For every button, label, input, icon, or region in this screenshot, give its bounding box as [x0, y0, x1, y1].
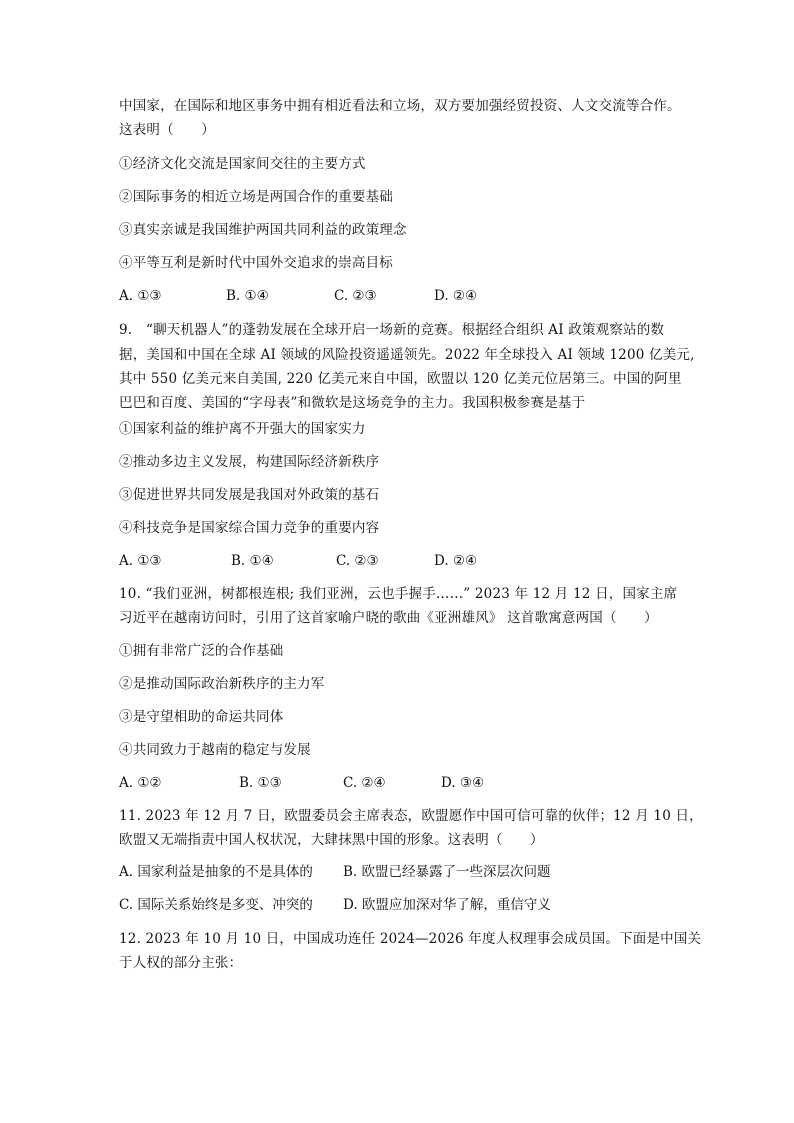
q10-statement-4: ④共同致力于越南的稳定与发展 — [119, 742, 311, 758]
q9-stem-line-3: 其中 550 亿美元来自美国, 220 亿美元来自中国，欧盟以 120 亿美元位居第三。中国的阿里 — [119, 371, 682, 387]
q8-statement-4: ④平等互利是新时代中国外交追求的崇高目标 — [119, 255, 393, 271]
q9-statement-3: ③促进世界共同发展是我国对外政策的基石 — [119, 487, 380, 503]
q10-statement-3: ③是守望相助的命运共同体 — [119, 709, 284, 725]
q9-statement-4: ④科技竞争是国家综合国力竞争的重要内容 — [119, 520, 380, 536]
q8-option-b: B. ①④ — [226, 288, 269, 304]
q8-statement-3: ③真实亲诚是我国维护两国共同利益的政策理念 — [119, 222, 407, 238]
q10-option-b: B. ①③ — [239, 775, 282, 791]
q10-option-d: D. ③④ — [441, 775, 485, 791]
q11-option-d: D. 欧盟应加深对华了解，重信守义 — [343, 897, 551, 913]
q12-stem-line-1: 12. 2023 年 10 月 10 日，中国成功连任 2024—2026 年度人权理事会成员国。下面是中国关 — [119, 931, 702, 947]
q9-stem-line-4: 巴巴和百度、美国的“字母表”和微软是这场竞争的主力。我国积极参赛是基于 — [119, 395, 586, 411]
q8-option-a: A. ①③ — [119, 288, 162, 304]
q9-option-a: A. ①③ — [119, 553, 162, 569]
q8-stem-line-1: 中国家，在国际和地区事务中拥有相近看法和立场，双方要加强经贸投资、人文交流等合作。 — [119, 98, 681, 114]
q10-statement-1: ①拥有非常广泛的合作基础 — [119, 643, 284, 659]
q8-stem-line-2: 这表明（ ） — [119, 122, 215, 138]
q9-statement-1: ①国家利益的维护离不开强大的国家实力 — [119, 421, 366, 437]
q8-statement-1: ①经济文化交流是国家间交往的主要方式 — [119, 156, 366, 172]
q9-option-c: C. ②③ — [336, 553, 379, 569]
q10-stem-line-1: 10. “我们亚洲，树都根连根; 我们亚洲，云也手握手……” 2023 年 12 月 12 日，国家主席 — [119, 586, 678, 602]
q11-option-c: C. 国际关系始终是多变、冲突的 — [119, 897, 313, 913]
q9-stem-line-2: 据，美国和中国在全球 AI 领域的风险投资遥遥领先。2022 年全球投入 AI 领域 1200 亿美元, — [119, 347, 695, 363]
q8-statement-2: ②国际事务的相近立场是两国合作的重要基础 — [119, 189, 393, 205]
q10-option-c: C. ②④ — [343, 775, 386, 791]
q9-stem-line-1: 9. “聊天机器人”的蓬勃发展在全球开启一场新的竞赛。根据经合组织 AI 政策观察站的数 — [119, 322, 665, 338]
q11-option-b: B. 欧盟已经暴露了一些深层次问题 — [343, 864, 551, 880]
q9-statement-2: ②推动多边主义发展，构建国际经济新秩序 — [119, 454, 380, 470]
q10-stem-line-2: 习近平在越南访问时，引用了这首家喻户晓的歌曲《亚洲雄风》 这首歌寓意两国（ ） — [119, 610, 658, 626]
q8-option-c: C. ②③ — [334, 288, 377, 304]
q9-option-d: D. ②④ — [434, 553, 478, 569]
q8-option-d: D. ②④ — [434, 288, 478, 304]
q11-stem-line-2: 欧盟又无端指责中国人权状况，大肆抹黑中国的形象。这表明（ ） — [119, 832, 544, 848]
q9-option-b: B. ①④ — [231, 553, 274, 569]
q10-option-a: A. ①② — [119, 775, 162, 791]
q12-stem-line-2: 于人权的部分主张： — [119, 955, 243, 971]
q11-option-a: A. 国家利益是抽象的不是具体的 — [119, 864, 313, 880]
q10-statement-2: ②是推动国际政治新秩序的主力军 — [119, 676, 325, 692]
q11-stem-line-1: 11. 2023 年 12 月 7 日，欧盟委员会主席表态，欧盟愿作中国可信可靠的伙伴；12 月 10 日， — [119, 808, 703, 824]
